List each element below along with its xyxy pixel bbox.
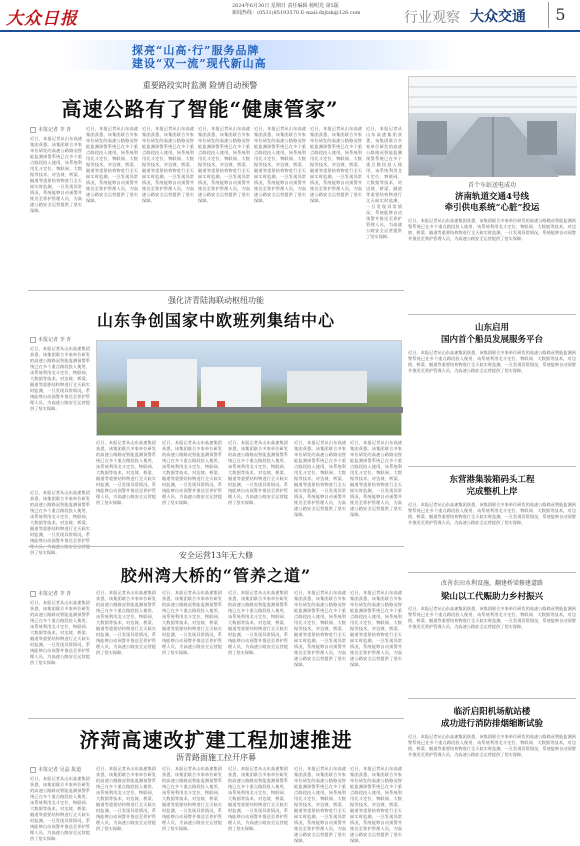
s2-body: 近日，本报记者从山东高速集团获悉，该集团联合多家单位研发的高速公路路况智能监测预警系统已在多个重点路段投入使用，该系统利用北斗定位、物联网、大数据等技术，对边坡、桥梁、隧道等重要结构物进行全天候实时监测，一旦发现异常情况，系统能够自动预警并推送至养护管理人员，为高速公路安全运营提供了坚实保障。 xyxy=(408,350,576,373)
s3-body: 近日，本报记者从山东高速集团获悉，该集团联合多家单位研发的高速公路路况智能监测预警系统已在多个重点路段投入使用，该系统利用北斗定位、物联网、大数据等技术，对边坡、桥梁、隧道等重要结构物进行全天候实时监测，一旦发现异常情况，系统能够自动预警并推送至养护管理人员，为高速公路安全运营提供了坚实保障。 xyxy=(408,502,576,525)
s2-title: 山东启用 国内首个船员发展服务平台 xyxy=(440,323,543,345)
a3-col-1: 近日，本报记者从山东高速集团获悉，该集团联合多家单位研发的高速公路路况智能监测预警系统已在多个重点路段投入使用，该系统利用北斗定位、物联网、大数据等技术，对边坡、桥梁、隧道等重要结构物进行全天候实时监测，一旦发现异常情况，系统能够自动预警并推送至养护管理人员，为高速公路安全运营提供了坚实保障。 xyxy=(30,600,90,665)
meta-line-1: 2024年6月30日 星期日 责任编辑 杨明光 第5版 xyxy=(232,3,339,9)
a3-byline xyxy=(30,590,71,597)
divider xyxy=(28,718,404,719)
byline-icon xyxy=(30,337,36,343)
masthead-meta xyxy=(232,3,402,17)
s4-kicker: 改善农田水利设施，翻建桥梁修建道路 xyxy=(440,580,543,587)
a3-col-3: 近日，本报记者从山东高速集团获悉，该集团联合多家单位研发的高速公路路况智能监测预警系统已在多个重点路段投入使用，该系统利用北斗定位、物联网、大数据等技术，对边坡、桥梁、隧道等重要结构物进行全天候实时监测，一旦发现异常情况，系统能够自动预警并推送至养护管理人员，为高速公路安全运营提供了坚实保障。 xyxy=(162,590,222,655)
divider xyxy=(28,546,404,547)
a3-title: 胶州湾大桥的“管养之道” xyxy=(120,566,312,585)
a4-title: 济菏高速改扩建工程加速推进 xyxy=(79,728,353,752)
a2-title: 山东争创国家中欧班列集结中心 xyxy=(96,311,335,330)
s4-body: 近日，本报记者从山东高速集团获悉，该集团联合多家单位研发的高速公路路况智能监测预警系统已在多个重点路段投入使用，该系统利用北斗定位、物联网、大数据等技术，对边坡、桥梁、隧道等重要结构物进行全天候实时监测，一旦发现异常情况，系统能够自动预警并推送至养护管理人员，为高速公路安全运营提供了坚实保障。 xyxy=(408,606,576,629)
rail-platform-photo xyxy=(408,76,576,176)
a2-byline-text: 本报记者 李 青 xyxy=(38,337,72,343)
byline-icon xyxy=(30,767,36,773)
s5-title: 临沂启阳机场航站楼 成功进行消防排烟缩断试验 xyxy=(440,707,543,729)
channel-label: 大众交通 xyxy=(470,9,526,25)
a1-col-5: 近日，本报记者从山东高速集团获悉，该集团联合多家单位研发的高速公路路况智能监测预警系统已在多个重点路段投入使用，该系统利用北斗定位、物联网、大数据等技术，对边坡、桥梁、隧道等重要结构物进行全天候实时监测，一旦发现异常情况，系统能够自动预警并推送至养护管理人员，为高速公路安全运营提供了坚实保障。 xyxy=(254,126,306,203)
divider xyxy=(408,466,576,467)
s3-title: 东营港集装箱码头工程 完成整机上岸 xyxy=(449,475,535,497)
a2-col-1: 近日，本报记者从山东高速集团获悉，该集团联合多家单位研发的高速公路路况智能监测预警系统已在多个重点路段投入使用，该系统利用北斗定位、物联网、大数据等技术，对边坡、桥梁、隧道等重要结构物进行全天候实时监测，一旦发现异常情况，系统能够自动预警并推送至养护管理人员，为高速公路安全运营提供了坚实保障。 xyxy=(30,346,90,411)
a1-byline xyxy=(30,126,71,133)
a4-col-2: 近日，本报记者从山东高速集团获悉，该集团联合多家单位研发的高速公路路况智能监测预警系统已在多个重点路段投入使用，该系统利用北斗定位、物联网、大数据等技术，对边坡、桥梁、隧道等重要结构物进行全天候实时监测，一旦发现异常情况，系统能够自动预警并推送至养护管理人员，为高速公路安全运营提供了坚实保障。 xyxy=(96,766,156,831)
promo-banner xyxy=(60,40,460,70)
a4-col-1: 近日，本报记者从山东高速集团获悉，该集团联合多家单位研发的高速公路路况智能监测预警系统已在多个重点路段投入使用，该系统利用北斗定位、物联网、大数据等技术，对边坡、桥梁、隧道等重要结构物进行全天候实时监测，一旦发现异常情况，系统能够自动预警并推送至养护管理人员，为高速公路安全运营提供了坚实保障。 xyxy=(30,776,90,841)
a2-col-2: 近日，本报记者从山东高速集团获悉，该集团联合多家单位研发的高速公路路况智能监测预警系统已在多个重点路段投入使用，该系统利用北斗定位、物联网、大数据等技术，对边坡、桥梁、隧道等重要结构物进行全天候实时监测，一旦发现异常情况，系统能够自动预警并推送至养护管理人员，为高速公路安全运营提供了坚实保障。 xyxy=(96,440,156,505)
s5-body: 近日，本报记者从山东高速集团获悉，该集团联合多家单位研发的高速公路路况智能监测预警系统已在多个重点路段投入使用，该系统利用北斗定位、物联网、大数据等技术，对边坡、桥梁、隧道等重要结构物进行全天候实时监测，一旦发现异常情况，系统能够自动预警并推送至养护管理人员，为高速公路安全运营提供了坚实保障。 xyxy=(408,734,576,757)
logistics-park-photo xyxy=(96,340,402,436)
divider xyxy=(28,290,404,291)
a2-col-4: 近日，本报记者从山东高速集团获悉，该集团联合多家单位研发的高速公路路况智能监测预警系统已在多个重点路段投入使用，该系统利用北斗定位、物联网、大数据等技术，对边坡、桥梁、隧道等重要结构物进行全天候实时监测，一旦发现异常情况，系统能够自动预警并推送至养护管理人员，为高速公路安全运营提供了坚实保障。 xyxy=(228,440,288,505)
a1-col-4: 近日，本报记者从山东高速集团获悉，该集团联合多家单位研发的高速公路路况智能监测预警系统已在多个重点路段投入使用，该系统利用北斗定位、物联网、大数据等技术，对边坡、桥梁、隧道等重要结构物进行全天候实时监测，一旦发现异常情况，系统能够自动预警并推送至养护管理人员，为高速公路安全运营提供了坚实保障。 xyxy=(198,126,250,203)
a3-kicker: 安全运营13年无大修 xyxy=(178,551,254,560)
divider xyxy=(408,572,576,573)
s4-title: 梁山以工代赈助力乡村振兴 xyxy=(440,592,543,602)
byline-icon xyxy=(30,591,36,597)
s1-title: 济南轨道交通4号线 牵引供电系统“心脏”投运 xyxy=(444,192,540,213)
a2-byline xyxy=(30,336,71,343)
a1-col-6: 近日，本报记者从山东高速集团获悉，该集团联合多家单位研发的高速公路路况智能监测预警系统已在多个重点路段投入使用，该系统利用北斗定位、物联网、大数据等技术，对边坡、桥梁、隧道等重要结构物进行全天候实时监测，一旦发现异常情况，系统能够自动预警并推送至养护管理人员，为高速公路安全运营提供了坚实保障。 xyxy=(310,126,362,203)
byline-icon xyxy=(30,127,36,133)
s1-body: 近日，本报记者从山东高速集团获悉，该集团联合多家单位研发的高速公路路况智能监测预警系统已在多个重点路段投入使用，该系统利用北斗定位、物联网、大数据等技术，对边坡、桥梁、隧道等重要结构物进行全天候实时监测，一旦发现异常情况，系统能够自动预警并推送至养护管理人员，为高速公路安全运营提供了坚实保障。 xyxy=(408,218,576,241)
a1-byline-text: 本报记者 李 青 xyxy=(38,127,72,133)
a1-col-7: 近日，本报记者从山东高速集团获悉，该集团联合多家单位研发的高速公路路况智能监测预警系统已在多个重点路段投入使用，该系统利用北斗定位、物联网、大数据等技术，对边坡、桥梁、隧道等重要结构物进行全天候实时监测，一旦发现异常情况，系统能够自动预警并推送至养护管理人员，为高速公路安全运营提供了坚实保障。 xyxy=(366,126,402,239)
a1-col-2: 近日，本报记者从山东高速集团获悉，该集团联合多家单位研发的高速公路路况智能监测预警系统已在多个重点路段投入使用，该系统利用北斗定位、物联网、大数据等技术，对边坡、桥梁、隧道等重要结构物进行全天候实时监测，一旦发现异常情况，系统能够自动预警并推送至养护管理人员，为高速公路安全运营提供了坚实保障。 xyxy=(86,126,138,203)
a1-col-3: 近日，本报记者从山东高速集团获悉，该集团联合多家单位研发的高速公路路况智能监测预警系统已在多个重点路段投入使用，该系统利用北斗定位、物联网、大数据等技术，对边坡、桥梁、隧道等重要结构物进行全天候实时监测，一旦发现异常情况，系统能够自动预警并推送至养护管理人员，为高速公路安全运营提供了坚实保障。 xyxy=(142,126,194,203)
a2-col-6: 近日，本报记者从山东高速集团获悉，该集团联合多家单位研发的高速公路路况智能监测预警系统已在多个重点路段投入使用，该系统利用北斗定位、物联网、大数据等技术，对边坡、桥梁、隧道等重要结构物进行全天候实时监测，一旦发现异常情况，系统能够自动预警并推送至养护管理人员，为高速公路安全运营提供了坚实保障。 xyxy=(350,440,402,517)
a2-col-5: 近日，本报记者从山东高速集团获悉，该集团联合多家单位研发的高速公路路况智能监测预警系统已在多个重点路段投入使用，该系统利用北斗定位、物联网、大数据等技术，对边坡、桥梁、隧道等重要结构物进行全天候实时监测，一旦发现异常情况，系统能够自动预警并推送至养护管理人员，为高速公路安全运营提供了坚实保障。 xyxy=(294,440,346,517)
a3-col-2: 近日，本报记者从山东高速集团获悉，该集团联合多家单位研发的高速公路路况智能监测预警系统已在多个重点路段投入使用，该系统利用北斗定位、物联网、大数据等技术，对边坡、桥梁、隧道等重要结构物进行全天候实时监测，一旦发现异常情况，系统能够自动预警并推送至养护管理人员，为高速公路安全运营提供了坚实保障。 xyxy=(96,590,156,655)
a4-col-5: 近日，本报记者从山东高速集团获悉，该集团联合多家单位研发的高速公路路况智能监测预警系统已在多个重点路段投入使用，该系统利用北斗定位、物联网、大数据等技术，对边坡、桥梁、隧道等重要结构物进行全天候实时监测，一旦发现异常情况，系统能够自动预警并推送至养护管理人员，为高速公路安全运营提供了坚实保障。 xyxy=(294,766,346,843)
a2-col-7: 近日，本报记者从山东高速集团获悉，该集团联合多家单位研发的高速公路路况智能监测预警系统已在多个重点路段投入使用，该系统利用北斗定位、物联网、大数据等技术，对边坡、桥梁、隧道等重要结构物进行全天候实时监测，一旦发现异常情况，系统能够自动预警并推送至养护管 供了坚实保障。 xyxy=(30,490,90,555)
newspaper-logo: 大众日报 xyxy=(6,9,78,29)
meta-line-2: 新闻热线：(0531)85193570 E-mail:dzjtzk@126.com xyxy=(232,10,361,16)
a4-byline xyxy=(30,766,81,773)
a4-col-3: 近日，本报记者从山东高速集团获悉，该集团联合多家单位研发的高速公路路况智能监测预警系统已在多个重点路段投入使用，该系统利用北斗定位、物联网、大数据等技术，对边坡、桥梁、隧道等重要结构物进行全天候实时监测，一旦发现异常情况，系统能够自动预警并推送至养护管理人员，为高速公路安全运营提供了坚实保障。 xyxy=(162,766,222,831)
masthead xyxy=(0,0,580,32)
a2-col-3: 近日，本报记者从山东高速集团获悉，该集团联合多家单位研发的高速公路路况智能监测预警系统已在多个重点路段投入使用，该系统利用北斗定位、物联网、大数据等技术，对边坡、桥梁、隧道等重要结构物进行全天候实时监测，一旦发现异常情况，系统能够自动预警并推送至养护管理人员，为高速公路安全运营提供了坚实保障。 xyxy=(162,440,222,505)
a3-col-5: 近日，本报记者从山东高速集团获悉，该集团联合多家单位研发的高速公路路况智能监测预警系统已在多个重点路段投入使用，该系统利用北斗定位、物联网、大数据等技术，对边坡、桥梁、隧道等重要结构物进行全天候实时监测，一旦发现异常情况，系统能够自动预警并推送至养护管理人员，为高速公路安全运营提供了坚实保障。 xyxy=(294,590,346,667)
a4-byline-text: 本报记者 吴晶 报道 xyxy=(38,767,82,773)
banner-line-1: 探亮“山高·行”服务品牌 xyxy=(132,44,260,57)
a4-col-6: 近日，本报记者从山东高速集团获悉，该集团联合多家单位研发的高速公路路况智能监测预警系统已在多个重点路段投入使用，该系统利用北斗定位、物联网、大数据等技术，对边坡、桥梁、隧道等重要结构物进行全天候实时监测，一旦发现异常情况，系统能够自动预警并推送至养护管理人员，为高速公路安全运营提供了坚实保障。 xyxy=(350,766,402,843)
a4-kicker: 沥青路面施工拉开序幕 xyxy=(176,753,256,762)
a1-kicker: 重要路段实时监测 险情自动预警 xyxy=(142,81,258,90)
a3-col-6: 近日，本报记者从山东高速集团获悉，该集团联合多家单位研发的高速公路路况智能监测预警系统已在多个重点路段投入使用，该系统利用北斗定位、物联网、大数据等技术，对边坡、桥梁、隧道等重要结构物进行全天候实时监测，一旦发现异常情况，系统能够自动预警并推送至养护管理人员，为高速公路安全运营提供了坚实保障。 xyxy=(350,590,402,667)
divider xyxy=(408,698,576,699)
a1-title: 高速公路有了智能“健康管家” xyxy=(61,97,339,121)
page-number: 5 xyxy=(548,2,572,28)
divider xyxy=(408,314,576,315)
logistics-park-illustration xyxy=(97,341,403,437)
a2-kicker: 强化济青陆海联动枢纽功能 xyxy=(168,296,264,305)
a4-col-4: 近日，本报记者从山东高速集团获悉，该集团联合多家单位研发的高速公路路况智能监测预警系统已在多个重点路段投入使用，该系统利用北斗定位、物联网、大数据等技术，对边坡、桥梁、隧道等重要结构物进行全天候实时监测，一旦发现异常情况，系统能够自动预警并推送至养护管理人员，为高速公路安全运营提供了坚实保障。 xyxy=(228,766,288,831)
a3-col-4: 近日，本报记者从山东高速集团获悉，该集团联合多家单位研发的高速公路路况智能监测预警系统已在多个重点路段投入使用，该系统利用北斗定位、物联网、大数据等技术，对边坡、桥梁、隧道等重要结构物进行全天候实时监测，一旦发现异常情况，系统能够自动预警并推送至养护管理人员，为高速公路安全运营提供了坚实保障。 xyxy=(228,590,288,655)
a1-col-1: 近日，本报记者从山东高速集团获悉，该集团联合多家单位研发的高速公路路况智能监测预警系统已在多个重点路段投入使用，该系统利用北斗定位、物联网、大数据等技术，对边坡、桥梁、隧道等重要结构物进行全天候实时监测，一旦发现异常情况，系统能够自动预警并推送至养护管理人员，为高速公路安全运营提供了坚实保障。 xyxy=(30,136,82,213)
a3-byline-text: 本报记者 李 青 xyxy=(38,591,72,597)
rail-platform-illustration xyxy=(409,77,577,177)
banner-line-2: 建设“双一流”现代新山高 xyxy=(132,57,267,70)
s1-kicker: 首个车站送电成功 xyxy=(467,182,516,189)
section-label: 行业观察 xyxy=(404,10,460,26)
